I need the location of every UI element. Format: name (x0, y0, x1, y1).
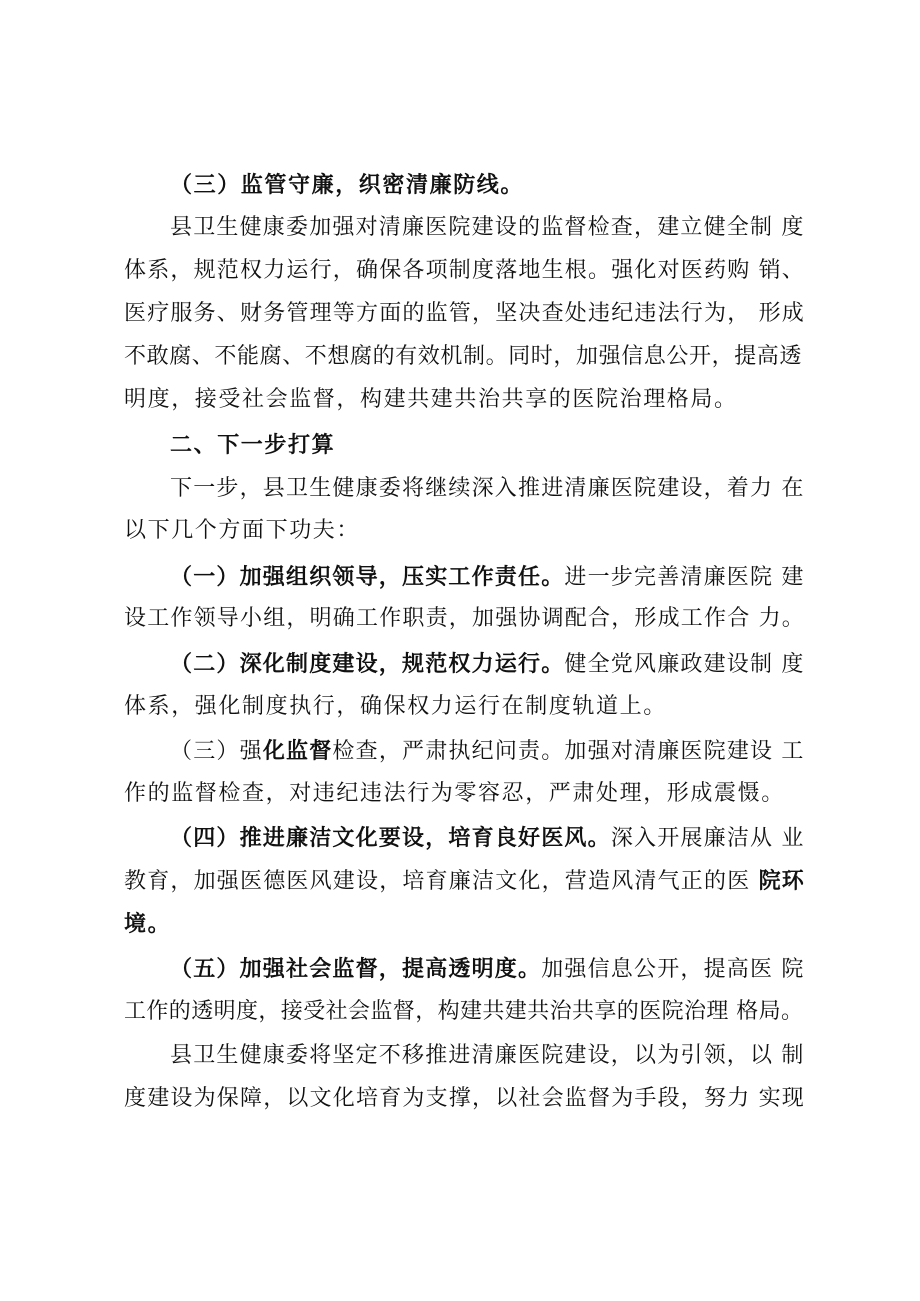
text-run: 教育，加强医德医风建设，培育廉洁文化，营造风清气正的医 (124, 869, 759, 894)
bold-run: （一）加强组织领导，压实工作责任。 (170, 564, 565, 590)
text-run: 检查，严肃执纪问责。加强对清廉医院建设 工 (332, 739, 805, 764)
text-run: 县卫生健康委将坚定不移推进清廉医院建设，以为引领，以 制 (170, 1043, 805, 1068)
text-run: 下一步，县卫生健康委将继续深入推进清廉医院建设，着力 在 (170, 476, 805, 501)
text-run: 工作的透明度，接受社会监督，构建共建共治共享的医院治理 格局。 (124, 999, 804, 1024)
paragraph-line (124, 385, 738, 415)
paragraph-line (170, 1041, 805, 1071)
bold-run: （四）推进廉洁文化要设，培育良好医风。 (170, 825, 611, 851)
heading-next-steps (170, 430, 335, 460)
text-run: 体系，强化制度执行，确保权力运行在制度轨道上。 (124, 694, 667, 719)
heading-supervision (170, 170, 524, 200)
bold-run: （二）深化制度建设，规范权力运行。 (170, 651, 565, 677)
paragraph-line (170, 213, 805, 243)
bold-run: （五）加强社会监督，提高透明度。 (170, 956, 542, 982)
text-run: 设工作领导小组，明确工作职责，加强协调配合，形成工作合 力。 (124, 606, 805, 631)
text-run: 加强信息公开，提高医 院 (541, 957, 805, 982)
text-run: 作的监督检查，对违纪违法行为零容忍，严肃处理，形成震慑。 (124, 781, 785, 806)
text-run: 健全党风廉政建设制 度 (564, 652, 805, 677)
text-run: 进一步完善清廉医院 建 (564, 565, 805, 590)
text-run: 县卫生健康委加强对清廉医院建设的监督检查，建立健全制 度 (170, 215, 805, 240)
text-run: 医疗服务、财务管理等方面的监管，坚决查处违纪违法行为， 形成 (124, 301, 805, 326)
paragraph-line (124, 342, 802, 372)
text-run: （三）强 (170, 739, 263, 764)
item-5-line (124, 997, 803, 1027)
text-run: 明度，接受社会监督，构建共建共治共享的医院治理格局。 (124, 387, 738, 412)
text-run: 度建设为保障，以文化培育为支撑，以社会监督为手段，努力 实现 (124, 1086, 805, 1111)
paragraph-line (124, 516, 360, 546)
text-run: 深入开展廉洁从 业 (610, 826, 805, 851)
bold-run: 院环 (758, 868, 806, 894)
bold-run: 化监督 (262, 738, 333, 764)
item-1-line (124, 604, 805, 634)
item-3-line (170, 736, 805, 766)
paragraph-line (124, 256, 805, 286)
item-4-line (124, 909, 171, 939)
bold-run: 境。 (124, 911, 172, 937)
paragraph-line (124, 1084, 805, 1114)
text-run: 体系，规范权力运行，确保各项制度落地生根。强化对医药购 销、 (124, 258, 805, 283)
item-2-line (170, 649, 805, 679)
bold-run: 二、下一步打算 (170, 432, 336, 458)
item-4-line (170, 823, 805, 853)
paragraph-line (124, 299, 805, 329)
text-run: 以下几个方面下功夫： (124, 518, 361, 543)
text-run: 不敢腐、不能腐、不想腐的有效机制。同时，加强信息公开，提高透 (124, 344, 803, 369)
item-3-line (124, 779, 785, 809)
bold-run: （三）监管守廉，织密清廉防线。 (170, 172, 525, 198)
item-1-line (170, 562, 805, 592)
item-4-line (124, 866, 805, 896)
item-2-line (124, 692, 667, 722)
paragraph-line (170, 474, 805, 504)
item-5-line (170, 954, 805, 984)
